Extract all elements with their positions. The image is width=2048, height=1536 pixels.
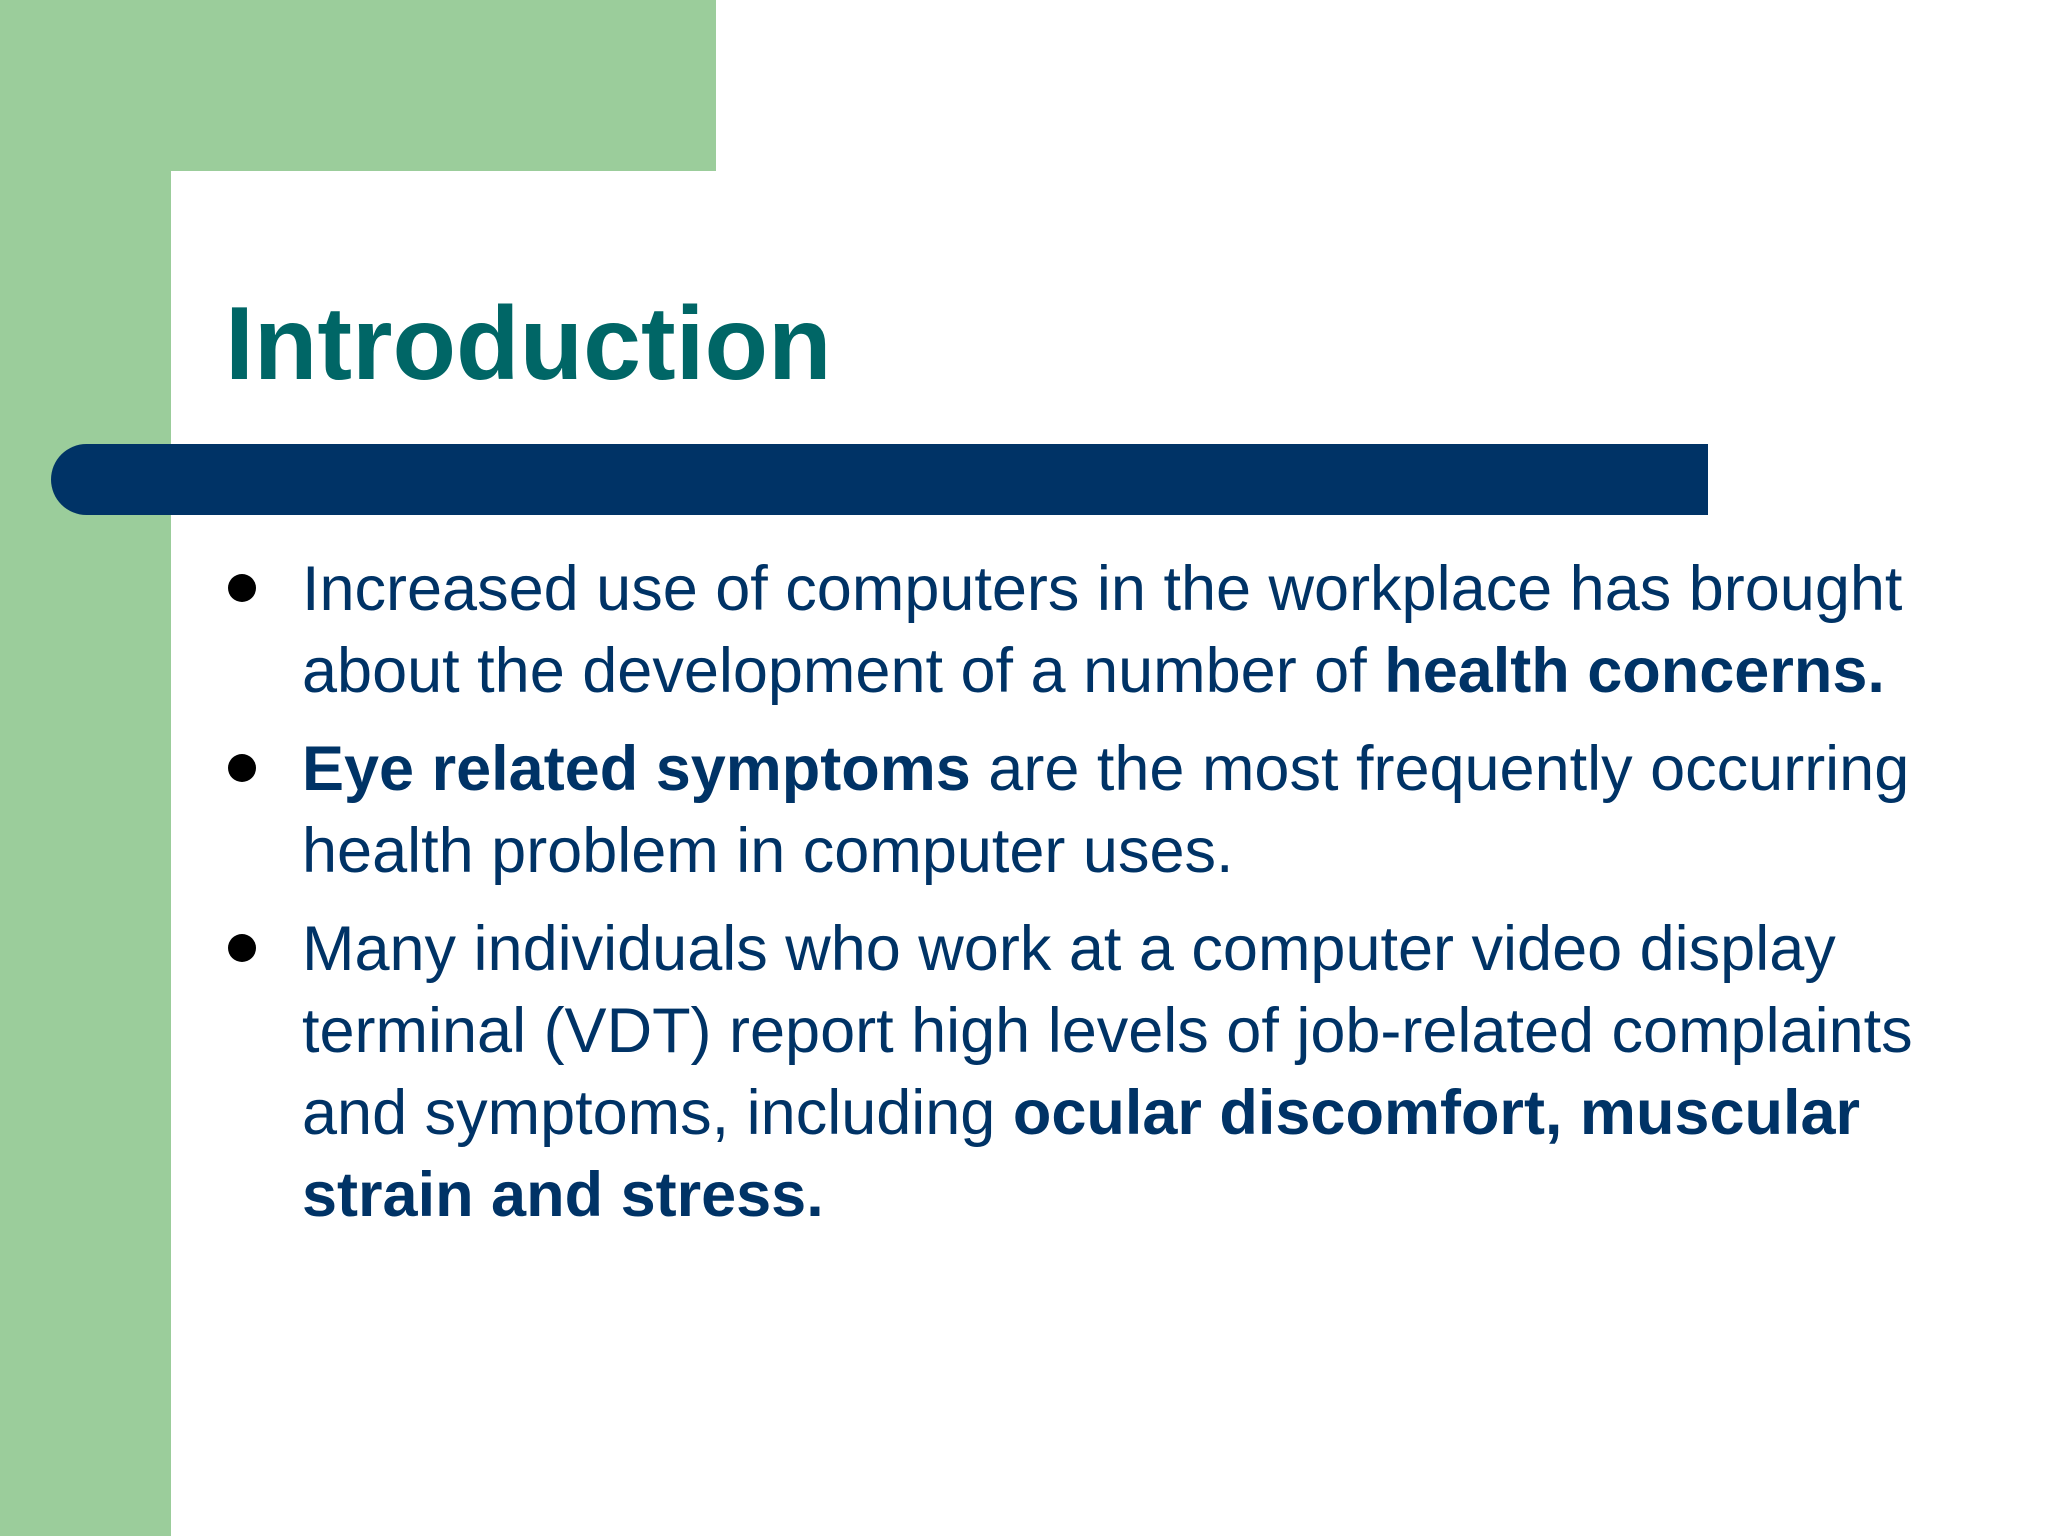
bullet-text: are the most frequently occurring health problem in computer uses. (302, 734, 1910, 886)
bullet-list (228, 548, 2008, 1252)
bullet-emphasis: ocular discomfort, muscular strain and stress. (302, 1078, 1861, 1230)
bullet-dot-icon (228, 934, 256, 962)
bullet-item (228, 908, 2008, 1236)
bullet-item (228, 548, 2008, 712)
bullet-item (228, 728, 2008, 892)
bullet-text: Increased use of computers in the workplace has brought about the development of a number of (302, 554, 1903, 706)
slide-title: Introduction (225, 286, 832, 402)
green-sidebar-band (0, 0, 171, 1536)
bullet-dot-icon (228, 754, 256, 782)
bullet-dot-icon (228, 574, 256, 602)
bullet-text: Many individuals who work at a computer video display terminal (VDT) report high levels of job-related complaints and symptoms, including (302, 914, 1913, 1148)
title-underline-bar (51, 444, 1708, 515)
green-top-band (0, 0, 716, 171)
bullet-emphasis: health concerns. (1384, 636, 1885, 706)
bullet-emphasis: Eye related symptoms (302, 734, 971, 804)
